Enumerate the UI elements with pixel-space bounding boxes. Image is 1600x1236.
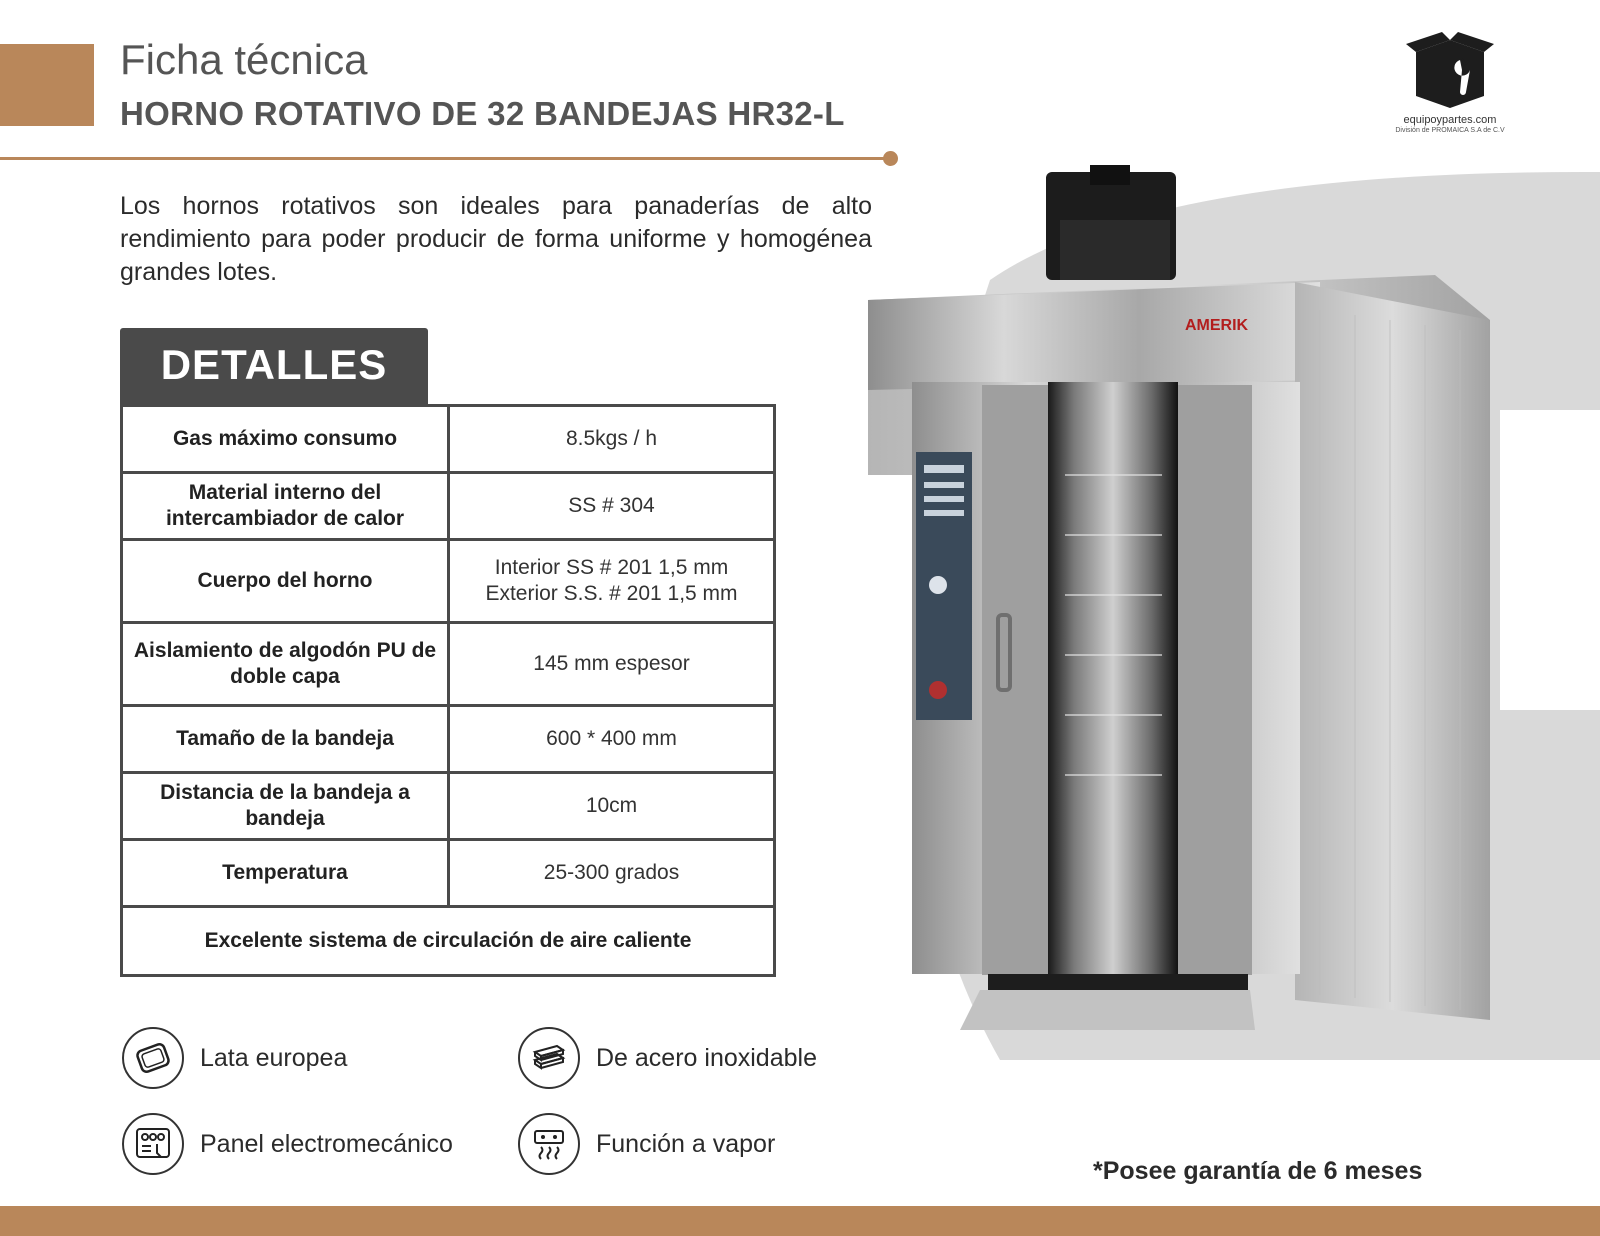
logo-site-name: equipoypartes.com xyxy=(1403,114,1497,126)
table-row xyxy=(122,773,775,840)
feature-item xyxy=(122,1113,453,1175)
document-title: Ficha técnica xyxy=(120,36,368,83)
header-accent-block xyxy=(0,44,94,126)
footer-bar xyxy=(0,1206,1600,1236)
product-title: HORNO ROTATIVO DE 32 BANDEJAS HR32-L xyxy=(120,95,845,132)
feature-label: Panel electromecánico xyxy=(200,1129,453,1158)
feature-label: Lata europea xyxy=(200,1043,348,1072)
spec-key: Tamaño de la bandeja xyxy=(122,706,449,773)
control-panel-icon xyxy=(122,1113,184,1175)
company-logo xyxy=(1385,30,1515,134)
spec-value: 600 * 400 mm xyxy=(449,706,775,773)
tray-icon xyxy=(122,1027,184,1089)
box-wrench-logo-icon xyxy=(1402,30,1498,110)
feature-item xyxy=(518,1113,775,1175)
spec-value: 8.5kgs / h xyxy=(449,406,775,473)
spec-value: SS # 304 xyxy=(449,473,775,540)
warranty-note: *Posee garantía de 6 meses xyxy=(1093,1157,1423,1185)
spec-value: Interior SS # 201 1,5 mm Exterior S.S. # 201 1,5 mm xyxy=(449,540,775,623)
spec-key: Temperatura xyxy=(122,840,449,907)
intro-paragraph: Los hornos rotativos son ideales para panaderías de alto rendimiento para poder producir de forma uniforme y homogénea grandes lotes. xyxy=(120,192,872,286)
feature-item xyxy=(518,1027,817,1089)
table-row xyxy=(122,473,775,540)
feature-item xyxy=(122,1027,347,1089)
table-row xyxy=(122,840,775,907)
logo-division: División de PROMAICA S.A de C.V xyxy=(1395,127,1505,134)
table-row xyxy=(122,540,775,623)
feature-label: Función a vapor xyxy=(596,1129,776,1158)
spec-key: Material interno del intercambiador de calor xyxy=(122,473,449,540)
spec-value: 25-300 grados xyxy=(449,840,775,907)
spec-key: Cuerpo del horno xyxy=(122,540,449,623)
feature-label: De acero inoxidable xyxy=(596,1043,817,1072)
table-row xyxy=(122,623,775,706)
table-row xyxy=(122,706,775,773)
spec-key: Distancia de la bandeja a bandeja xyxy=(122,773,449,840)
table-row xyxy=(122,406,775,473)
oven-product-image xyxy=(850,160,1600,1060)
details-heading: DETALLES xyxy=(120,328,428,404)
steam-icon xyxy=(518,1113,580,1175)
spec-key: Gas máximo consumo xyxy=(122,406,449,473)
table-row xyxy=(122,907,775,976)
spec-key: Aislamiento de algodón PU de doble capa xyxy=(122,623,449,706)
oven-brand-label: AMERIK xyxy=(1185,317,1249,334)
spec-value: 145 mm espesor xyxy=(449,623,775,706)
spec-table xyxy=(120,404,776,977)
header-divider xyxy=(0,157,890,160)
spec-value: 10cm xyxy=(449,773,775,840)
spec-footer-note: Excelente sistema de circulación de aire caliente xyxy=(122,907,775,976)
steel-bars-icon xyxy=(518,1027,580,1089)
